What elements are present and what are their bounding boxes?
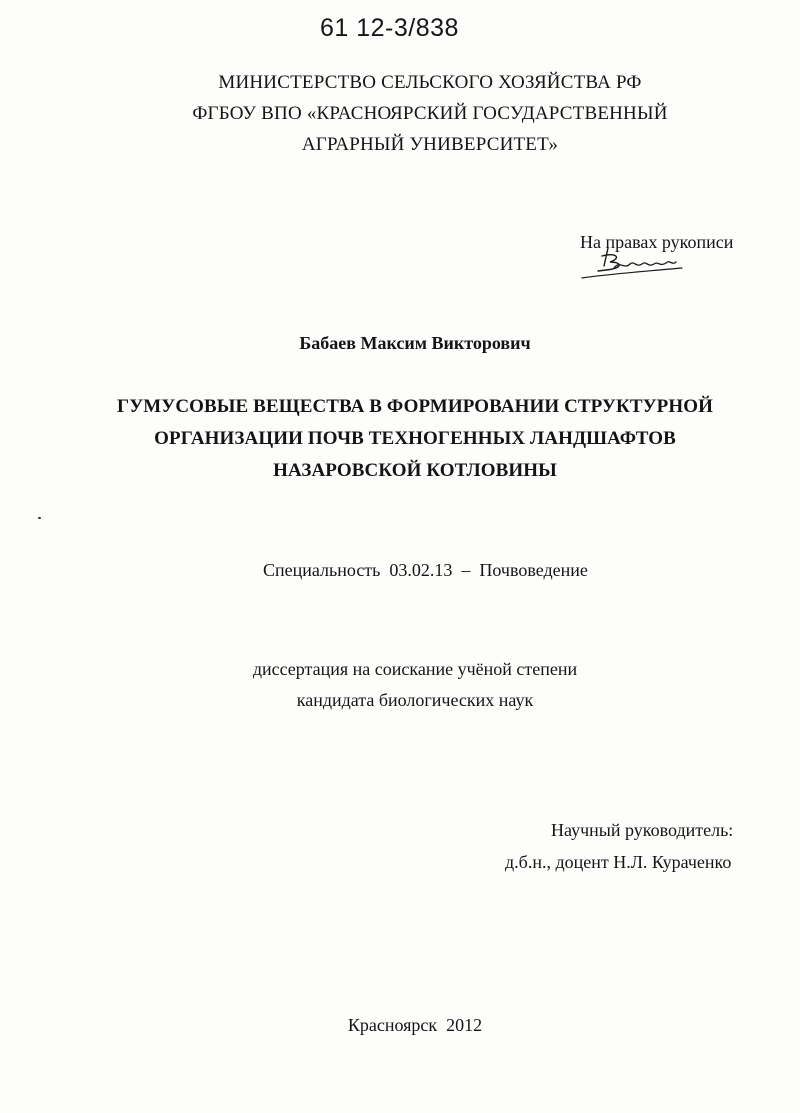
advisor-label: Научный руководитель: (551, 820, 734, 840)
dissertation-title-line-3: НАЗАРОВСКОЙ КОТЛОВИНЫ (273, 460, 557, 481)
author-name: Бабаев Максим Викторович (299, 333, 531, 353)
scan-speck (38, 517, 41, 519)
advisor-name: д.б.н., доцент Н.Л. Кураченко (505, 852, 732, 872)
ministry-line: МИНИСТЕРСТВО СЕЛЬСКОГО ХОЗЯЙСТВА РФ (218, 72, 642, 93)
university-line-2: АГРАРНЫЙ УНИВЕРСИТЕТ» (301, 134, 559, 155)
degree-line-1: диссертация на соискание учёной степени (252, 659, 578, 679)
archive-stamp-number: 61 12-3/838 (320, 14, 459, 42)
specialty-line: Специальность 03.02.13 – Почвоведение (263, 560, 588, 580)
city-year: Красноярск 2012 (347, 1015, 483, 1035)
manuscript-rights-note: На правах рукописи (580, 232, 734, 252)
degree-line-2: кандидата биологических наук (296, 690, 534, 710)
handwritten-signature (578, 244, 688, 284)
dissertation-title-line-1: ГУМУСОВЫЕ ВЕЩЕСТВА В ФОРМИРОВАНИИ СТРУКТУРНОЙ (117, 396, 713, 417)
university-line-1: ФГБОУ ВПО «КРАСНОЯРСКИЙ ГОСУДАРСТВЕННЫЙ (192, 103, 668, 124)
dissertation-title-line-2: ОРГАНИЗАЦИИ ПОЧВ ТЕХНОГЕННЫХ ЛАНДШАФТОВ (154, 428, 676, 449)
